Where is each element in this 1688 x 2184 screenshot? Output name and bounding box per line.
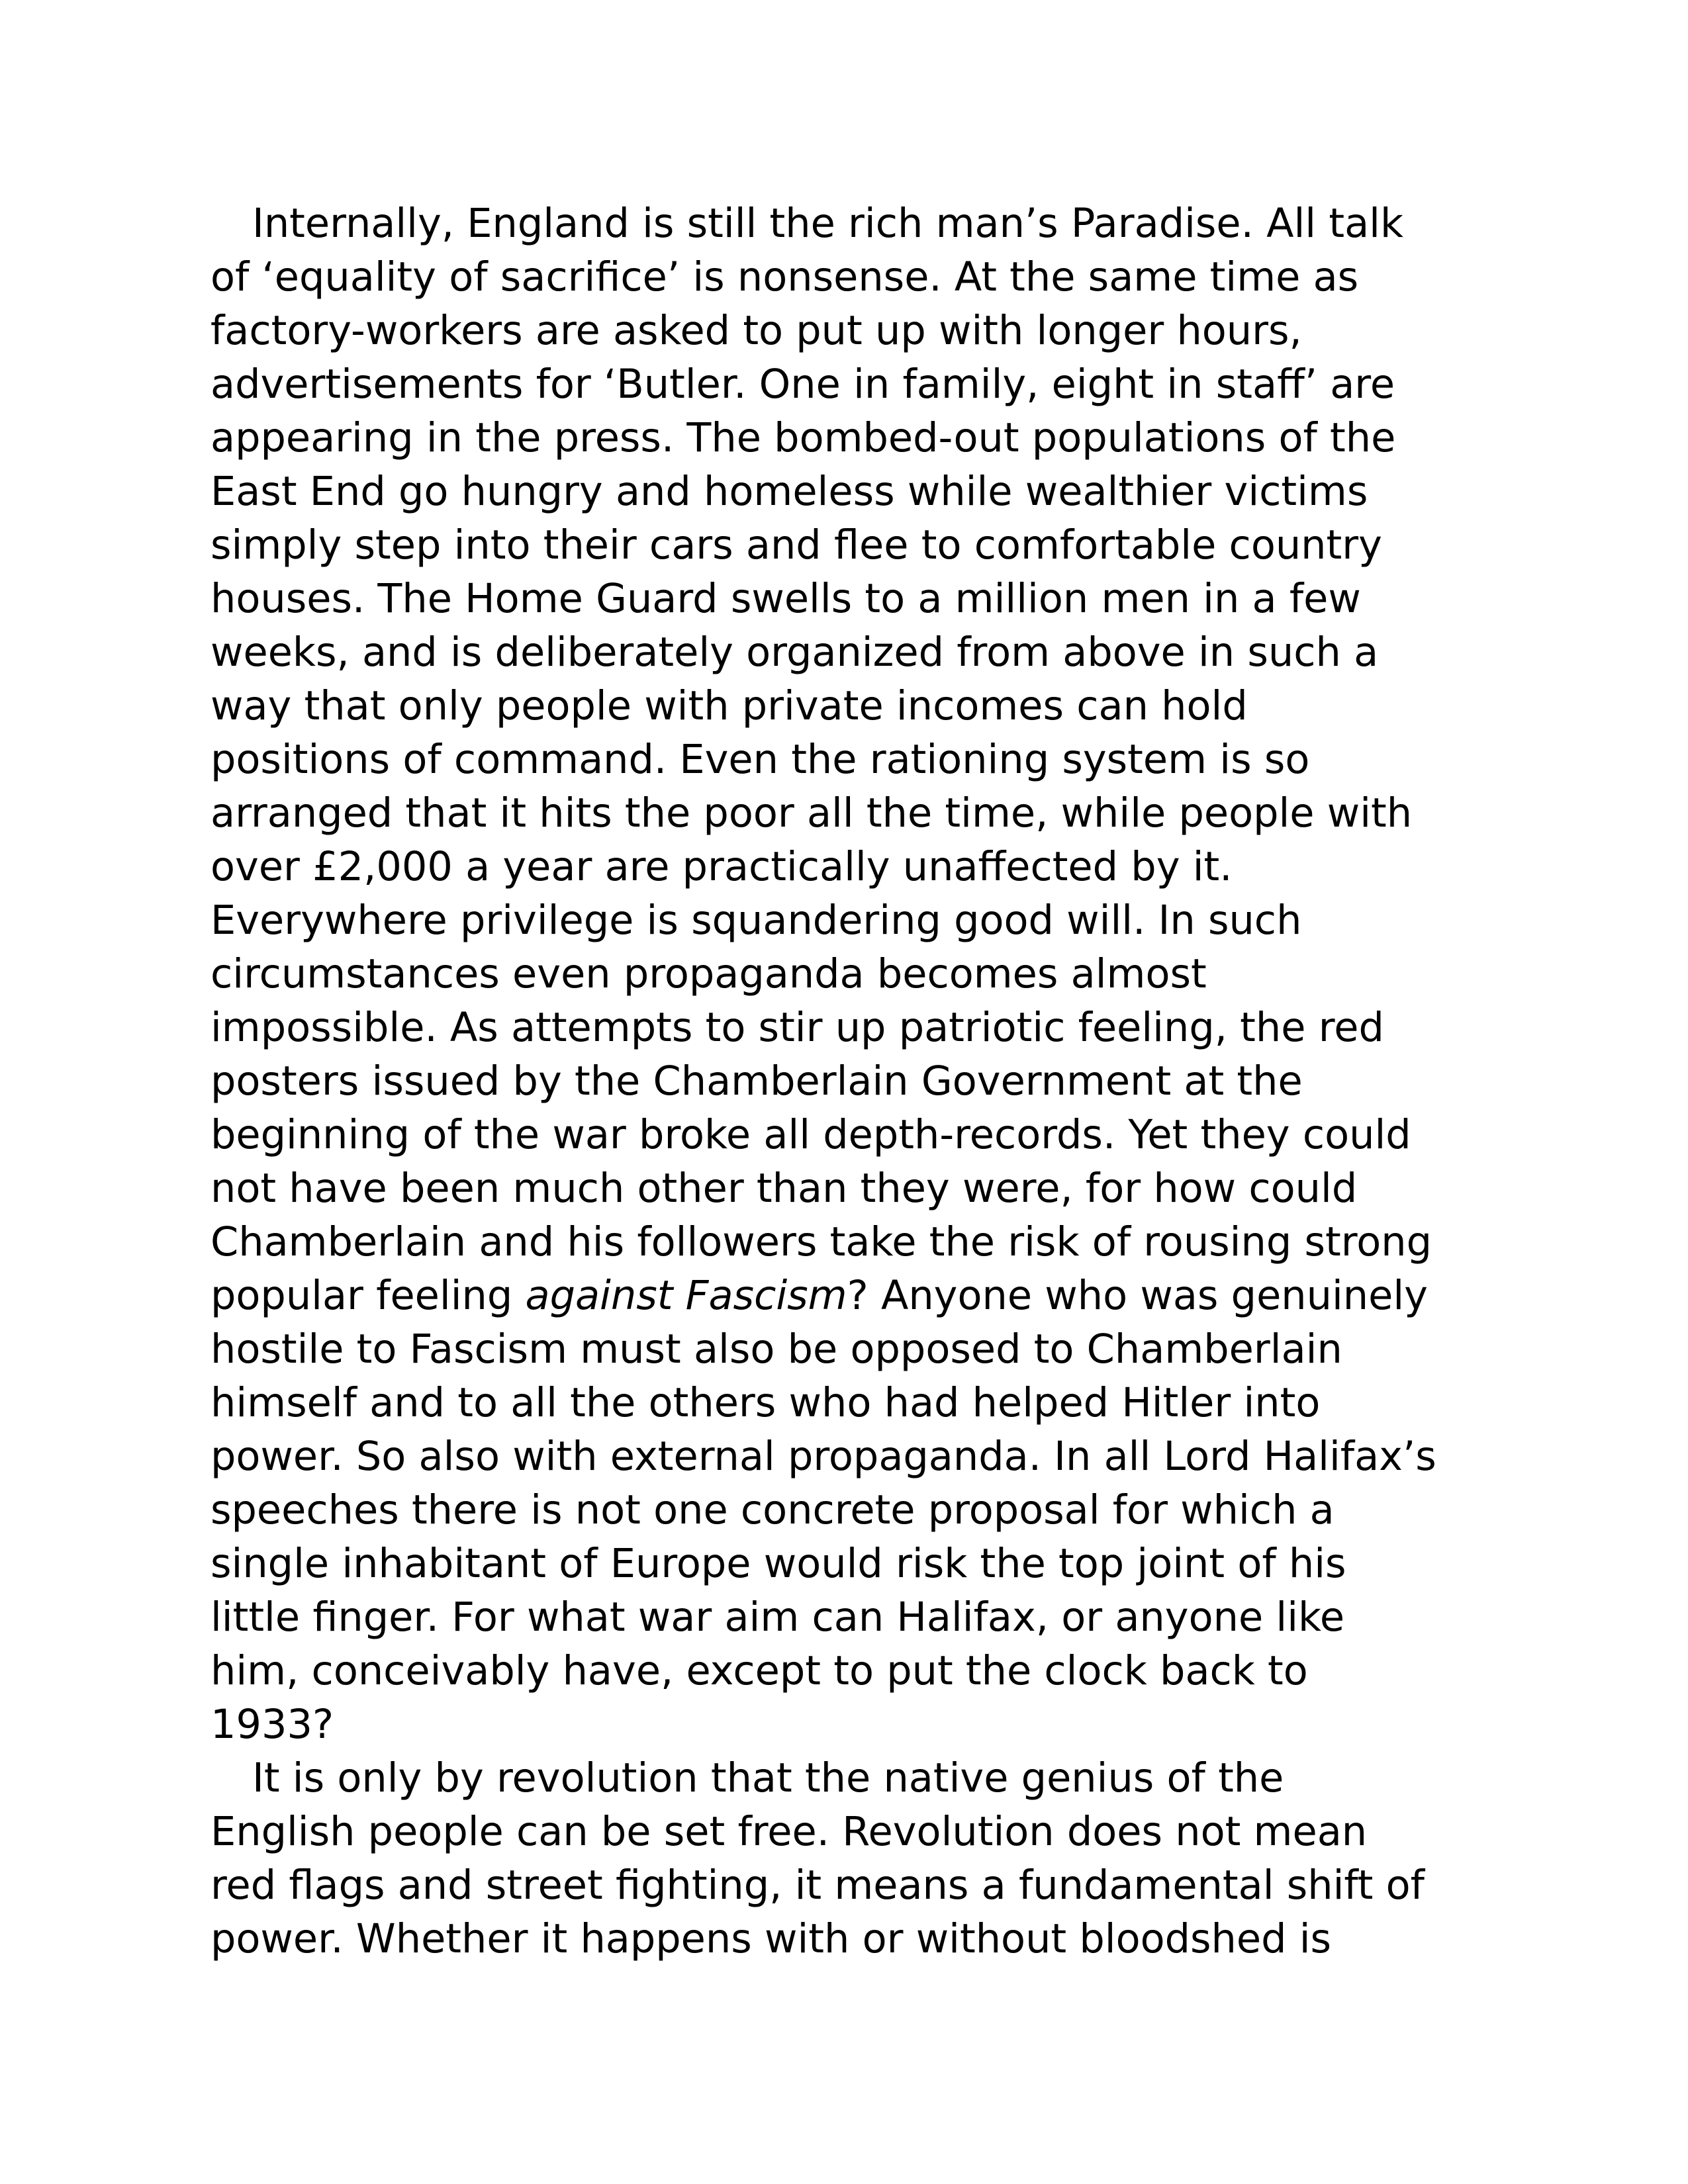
text-line: beginning of the war broke all depth-records. Yet they could <box>211 1112 1411 1158</box>
text-line: over £2,000 a year are practically unaffected by it. <box>211 844 1233 890</box>
text-line: arranged that it hits the poor all the time, while people with <box>211 790 1413 837</box>
text-line: popular feeling against Fascism? Anyone who was genuinely <box>211 1273 1428 1319</box>
text-line: simply step into their cars and flee to comfortable country <box>211 522 1382 569</box>
text-line: weeks, and is deliberately organized from above in such a <box>211 629 1379 676</box>
text-line: 1933? <box>211 1702 334 1748</box>
text-line: English people can be set free. Revolution does not mean <box>211 1809 1368 1855</box>
text-line: red flags and street fighting, it means a fundamental shift of <box>211 1862 1425 1909</box>
text-line: hostile to Fascism must also be opposed to Chamberlain <box>211 1326 1342 1373</box>
text-line: Everywhere privilege is squandering good will. In such <box>211 897 1302 944</box>
text-line: himself and to all the others who had helped Hitler into <box>211 1380 1321 1426</box>
text-line: not have been much other than they were, for how could <box>211 1165 1358 1212</box>
text-line: Chamberlain and his followers take the risk of rousing strong <box>211 1219 1432 1265</box>
text-line: power. So also with external propaganda. In all Lord Halifax’s <box>211 1433 1436 1480</box>
text-line: posters issued by the Chamberlain Government at the <box>211 1058 1303 1105</box>
text-line: positions of command. Even the rationing system is so <box>211 737 1310 783</box>
text-line: Internally, England is still the rich man’s Paradise. All talk <box>252 201 1403 247</box>
text-line: houses. The Home Guard swells to a million men in a few <box>211 576 1361 622</box>
text-line: single inhabitant of Europe would risk the top joint of his <box>211 1541 1346 1587</box>
text-line: It is only by revolution that the native genius of the <box>252 1755 1284 1801</box>
text-line: advertisements for ‘Butler. One in family, eight in staff’ are <box>211 361 1395 408</box>
text-line: speeches there is not one concrete proposal for which a <box>211 1487 1335 1533</box>
text-line: appearing in the press. The bombed-out populations of the <box>211 415 1396 461</box>
text-line: factory-workers are asked to put up with longer hours, <box>211 308 1302 354</box>
italic-emphasis: against Fascism <box>525 1273 847 1319</box>
text-line: circumstances even propaganda becomes almost <box>211 951 1207 997</box>
text-line: little finger. For what war aim can Halifax, or anyone like <box>211 1594 1345 1641</box>
text-line: him, conceivably have, except to put the clock back to <box>211 1648 1308 1694</box>
text-line: of ‘equality of sacrifice’ is nonsense. At the same time as <box>211 254 1359 300</box>
text-line: East End go hungry and homeless while wealthier victims <box>211 469 1368 515</box>
text-line: way that only people with private incomes can hold <box>211 683 1248 729</box>
body-text <box>211 197 1501 1966</box>
text-line: power. Whether it happens with or without bloodshed is <box>211 1916 1332 1962</box>
text-line: impossible. As attempts to stir up patriotic feeling, the red <box>211 1005 1384 1051</box>
